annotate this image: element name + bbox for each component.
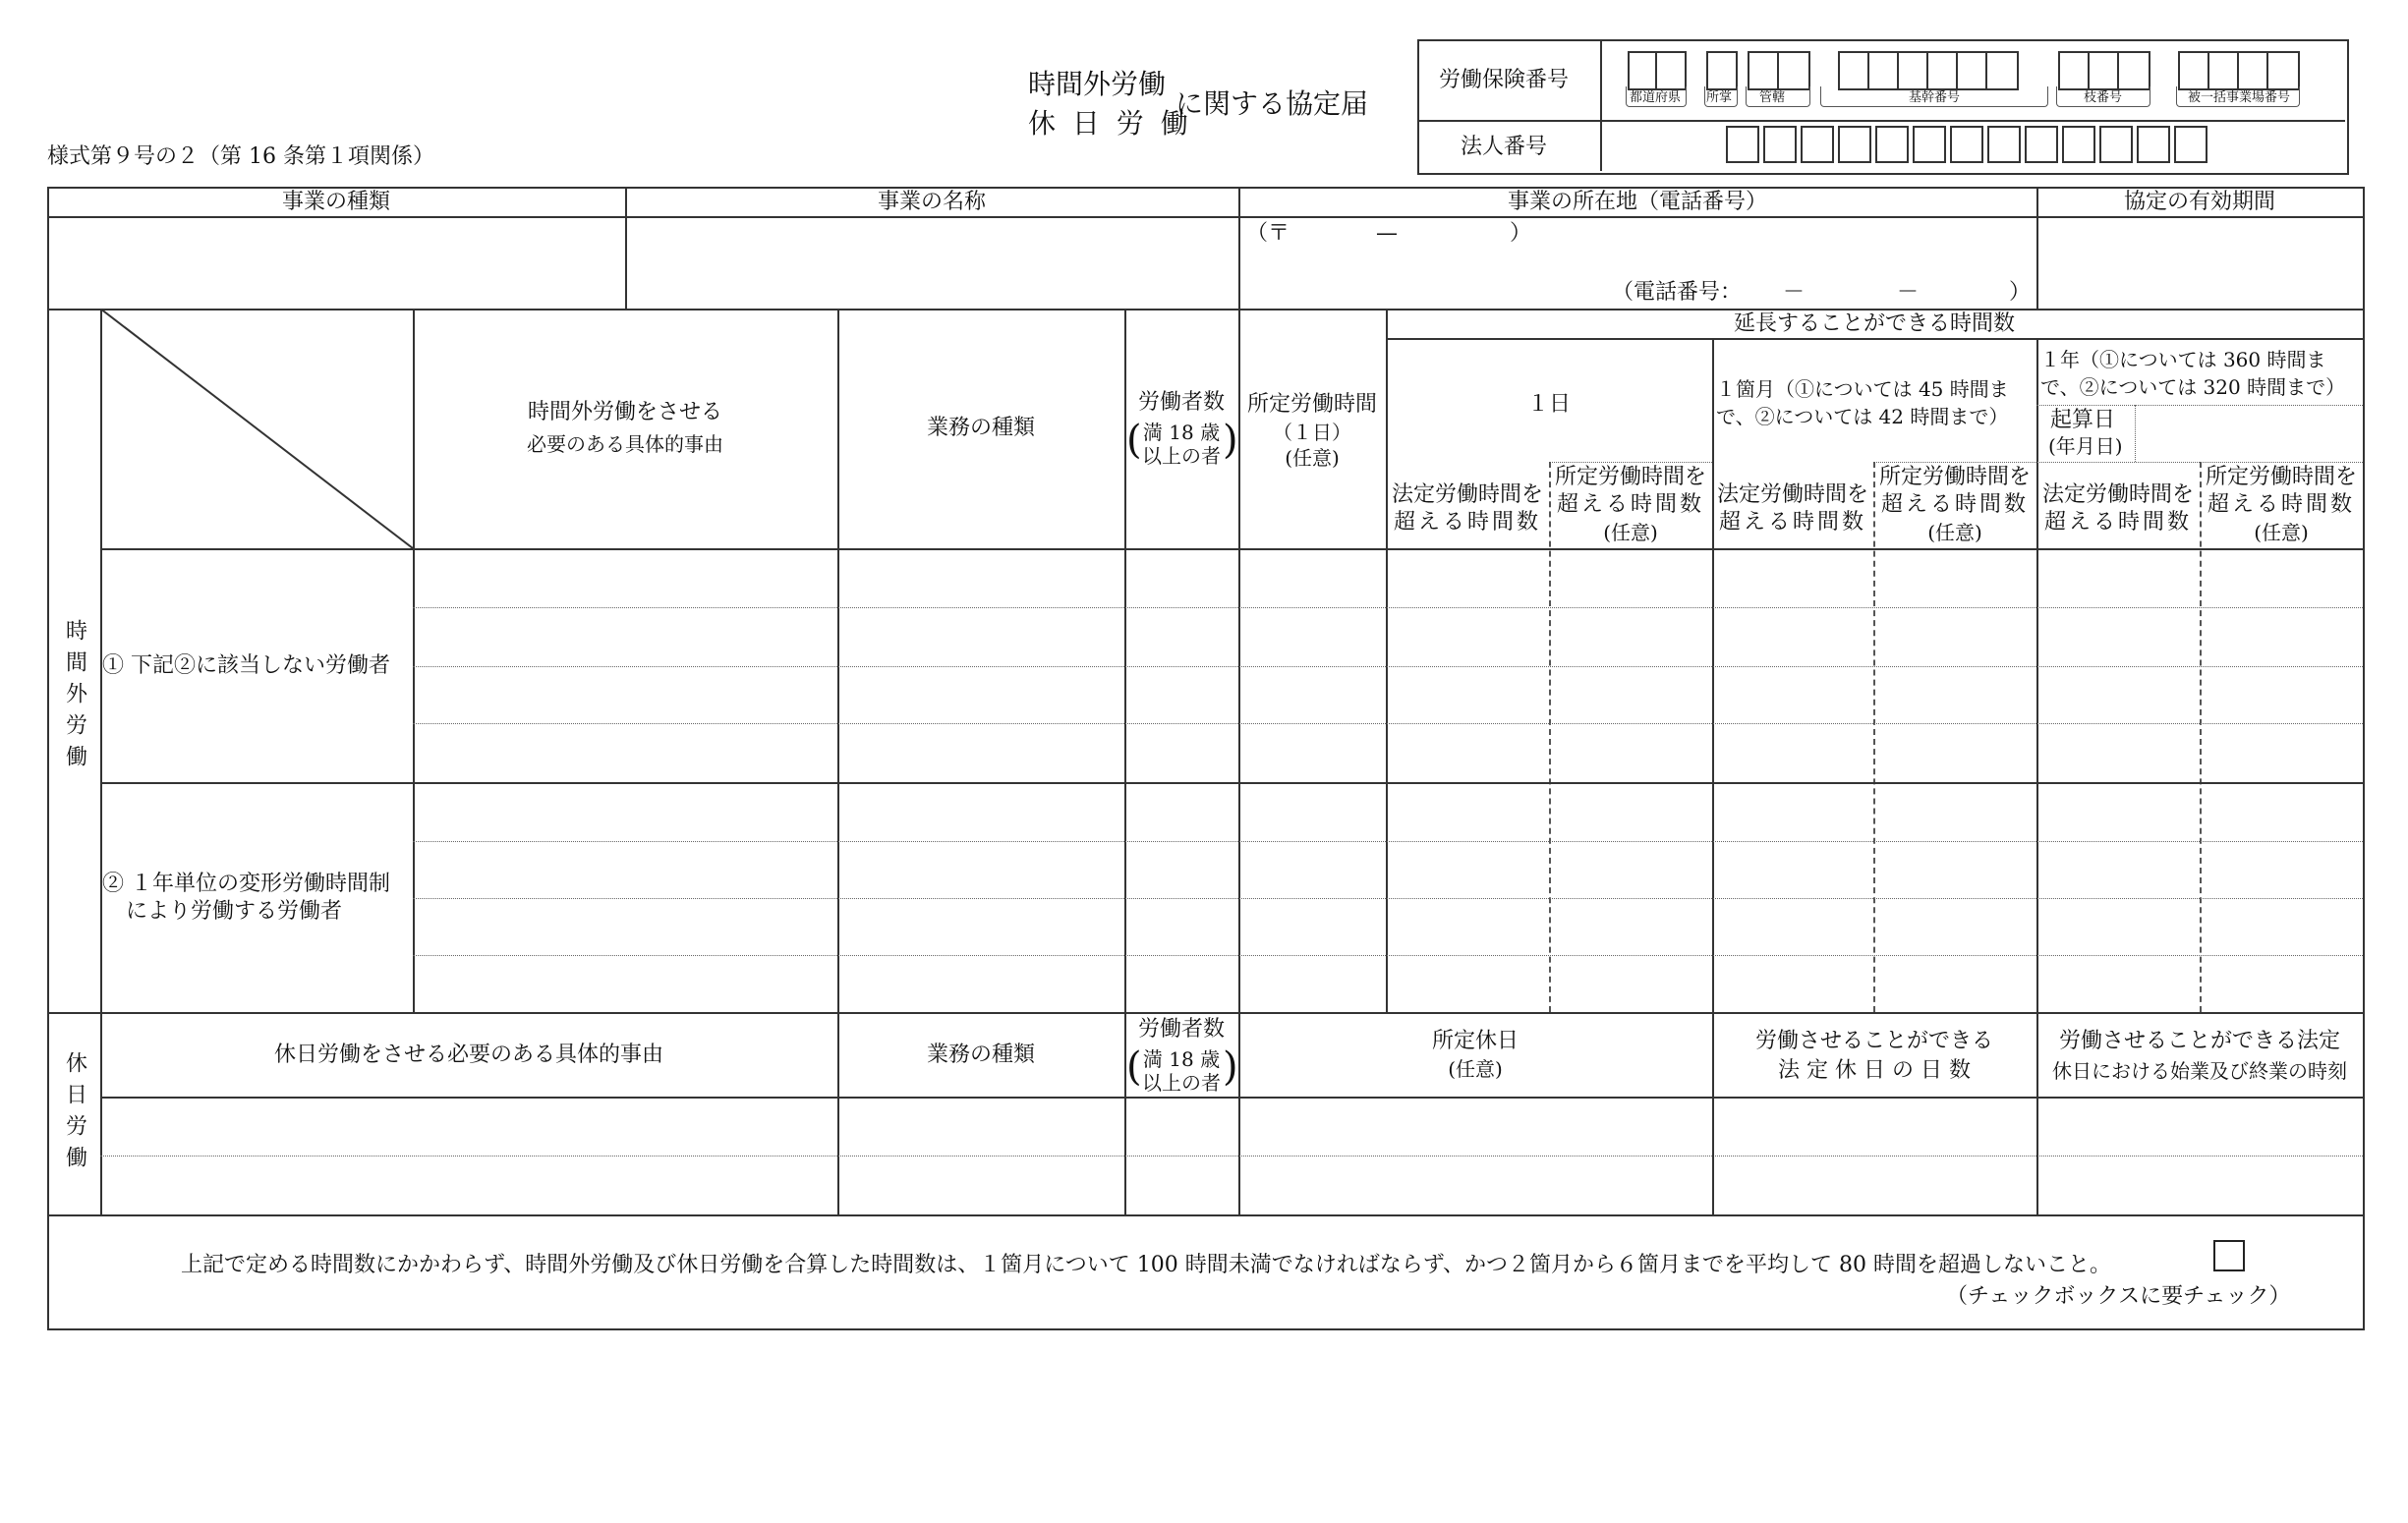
month-legal-header-line1: 法定労働時間を: [1716, 482, 1868, 507]
corporate-number-label: 法人番号: [1461, 135, 1548, 159]
year-scheduled-header-line2: 超える時間数: [2207, 492, 2355, 517]
postal-code-close: ）: [1510, 221, 1532, 246]
year-scheduled-header-line1: 所定労働時間を: [2205, 465, 2357, 489]
scheduled-holiday-header: 所定休日: [1431, 1029, 1519, 1053]
month-scheduled-optional: (任意): [1927, 521, 1982, 544]
start-date-label: 起算日: [2050, 408, 2116, 432]
holiday-workers-sub2: 以上の者: [1142, 1071, 1221, 1095]
sublabel-bulk-number: 被一括事業場番号: [2188, 90, 2291, 105]
day-scheduled-header-line1: 所定労働時間を: [1554, 465, 1706, 489]
postal-code-input[interactable]: [1288, 220, 1508, 250]
scheduled-hours-header: 所定労働時間: [1246, 392, 1377, 417]
corporate-number-digit-box[interactable]: [2062, 126, 2095, 163]
form-title-suffix: に関する協定届: [1175, 87, 1369, 120]
row-group-1-label: ① 下記②に該当しない労働者: [102, 653, 390, 678]
overtime-reason-header-line1: 時間外労働をさせる: [527, 400, 722, 424]
corporate-number-digit-box[interactable]: [1801, 126, 1834, 163]
sublabel-kankatsu: 管轄: [1759, 90, 1786, 105]
legal-holiday-days-header-line2: 法 定 休 日 の 日 数: [1778, 1058, 1971, 1083]
business-name-input[interactable]: [631, 224, 1234, 305]
sublabel-prefecture: 都道府県: [1630, 90, 1682, 105]
validity-period-input[interactable]: [2042, 224, 2359, 305]
corporate-number-digit-box[interactable]: [2025, 126, 2058, 163]
business-location-header: 事業の所在地（電話番号）: [1507, 190, 1767, 214]
form-title-holiday: 休 日 労 働: [1028, 107, 1192, 140]
overtime-side-label: 時間外労働: [62, 619, 87, 776]
one-day-header: １日: [1526, 392, 1571, 417]
address-input[interactable]: [1246, 252, 2033, 277]
corporate-number-field[interactable]: [1726, 126, 2237, 163]
business-type-header: 事業の種類: [281, 190, 390, 214]
scheduled-hours-sub2: (任意): [1285, 446, 1340, 470]
combined-limit-statement: 上記で定める時間数にかかわらず、時間外労働及び休日労働を合算した時間数は、１箇月について 100 時間未満でなければならず、かつ２箇月から６箇月までを平均して 80 時間を超過しないこと。: [181, 1253, 2112, 1277]
sublabel-base-number: 基幹番号: [1909, 90, 1961, 105]
sublabel-shosho: 所掌: [1706, 90, 1733, 105]
overtime-reason-header-line2: 必要のある具体的事由: [527, 432, 723, 456]
phone-dash-2: －: [1897, 280, 1920, 305]
row-group-2-label-line1: ② １年単位の変形労働時間制: [102, 872, 390, 896]
overtime-job-type-header: 業務の種類: [926, 416, 1035, 440]
corporate-number-digit-box[interactable]: [1875, 126, 1909, 163]
corporate-number-digit-box[interactable]: [1950, 126, 1983, 163]
legal-holiday-days-header-line1: 労働させることができる: [1754, 1029, 1993, 1053]
start-date-sub: (年月日): [2048, 434, 2123, 458]
one-month-header-line1: １箇月（①については 45 時間ま: [1716, 377, 2009, 401]
month-scheduled-header-line1: 所定労働時間を: [1878, 465, 2031, 489]
day-scheduled-header-line2: 超える時間数: [1556, 492, 1704, 517]
overtime-workers-sub1: 満 18 歳: [1142, 421, 1221, 444]
holiday-workers-header: 労働者数: [1137, 1017, 1225, 1042]
corporate-number-digit-box[interactable]: [1987, 126, 2021, 163]
day-legal-header-line1: 法定労働時間を: [1391, 482, 1543, 507]
one-month-header-line2: で、②については 42 時間まで）: [1716, 405, 2009, 428]
day-legal-header-line2: 超える時間数: [1393, 510, 1541, 535]
day-scheduled-optional: (任意): [1603, 521, 1658, 544]
combined-limit-checkbox[interactable]: [2213, 1240, 2245, 1271]
corporate-number-digit-box[interactable]: [1838, 126, 1871, 163]
phone-dash-1: －: [1783, 280, 1806, 305]
corporate-number-digit-box[interactable]: [1763, 126, 1797, 163]
month-legal-header-line2: 超える時間数: [1718, 510, 1866, 535]
overtime-workers-header: 労働者数: [1137, 390, 1225, 415]
form-title-overtime: 時間外労働: [1028, 68, 1167, 100]
validity-period-header: 協定の有効期間: [2123, 190, 2275, 214]
corporate-number-digit-box[interactable]: [2174, 126, 2207, 163]
holiday-reason-header: 休日労働をさせる必要のある具体的事由: [273, 1043, 663, 1067]
extension-hours-header: 延長することができる時間数: [1733, 311, 2015, 336]
sublabel-branch-number: 枝番号: [2084, 90, 2123, 105]
phone-label: （電話番号：: [1612, 280, 1743, 305]
overtime-workers-sub2: 以上の者: [1142, 444, 1221, 468]
month-scheduled-header-line2: 超える時間数: [1880, 492, 2029, 517]
row-group-2-label-line2: により労働する労働者: [126, 899, 343, 924]
form-number: 様式第９号の２（第 16 条第１項関係）: [47, 144, 434, 169]
corporate-number-digit-box[interactable]: [1726, 126, 1759, 163]
start-end-time-header-line1: 労働させることができる法定: [2058, 1029, 2340, 1053]
one-year-header-line1: １年（①については 360 時間ま: [2040, 348, 2326, 371]
corporate-number-digit-box[interactable]: [2099, 126, 2133, 163]
corporate-number-digit-box[interactable]: [2137, 126, 2170, 163]
header-diagonal: [100, 309, 413, 548]
holiday-workers-sub1: 満 18 歳: [1142, 1047, 1221, 1071]
postal-code-dash: —: [1376, 221, 1398, 246]
business-type-input[interactable]: [53, 224, 621, 305]
postal-code-prefix: （〒: [1246, 221, 1290, 246]
phone-number-input[interactable]: [1740, 277, 2009, 307]
start-date-input[interactable]: [2139, 409, 2361, 460]
scheduled-holiday-optional: (任意): [1448, 1057, 1503, 1081]
insurance-number-label: 労働保険番号: [1439, 68, 1570, 92]
checkbox-note: （チェックボックスに要チェック）: [1946, 1284, 2291, 1309]
year-legal-header-line2: 超える時間数: [2043, 510, 2192, 535]
year-scheduled-optional: (任意): [2254, 521, 2309, 544]
business-name-header: 事業の名称: [877, 190, 986, 214]
holiday-side-label: 休日労働: [62, 1051, 87, 1177]
start-end-time-header-line2: 休日における始業及び終業の時刻: [2052, 1059, 2347, 1083]
phone-close: ）: [2009, 280, 2032, 305]
insurance-number-field[interactable]: [1622, 51, 2339, 114]
scheduled-hours-sub1: （１日）: [1273, 421, 1351, 444]
year-legal-header-line1: 法定労働時間を: [2041, 482, 2194, 507]
holiday-job-type-header: 業務の種類: [926, 1043, 1035, 1067]
corporate-number-digit-box[interactable]: [1913, 126, 1946, 163]
one-year-header-line2: で、②については 320 時間まで）: [2040, 375, 2346, 399]
